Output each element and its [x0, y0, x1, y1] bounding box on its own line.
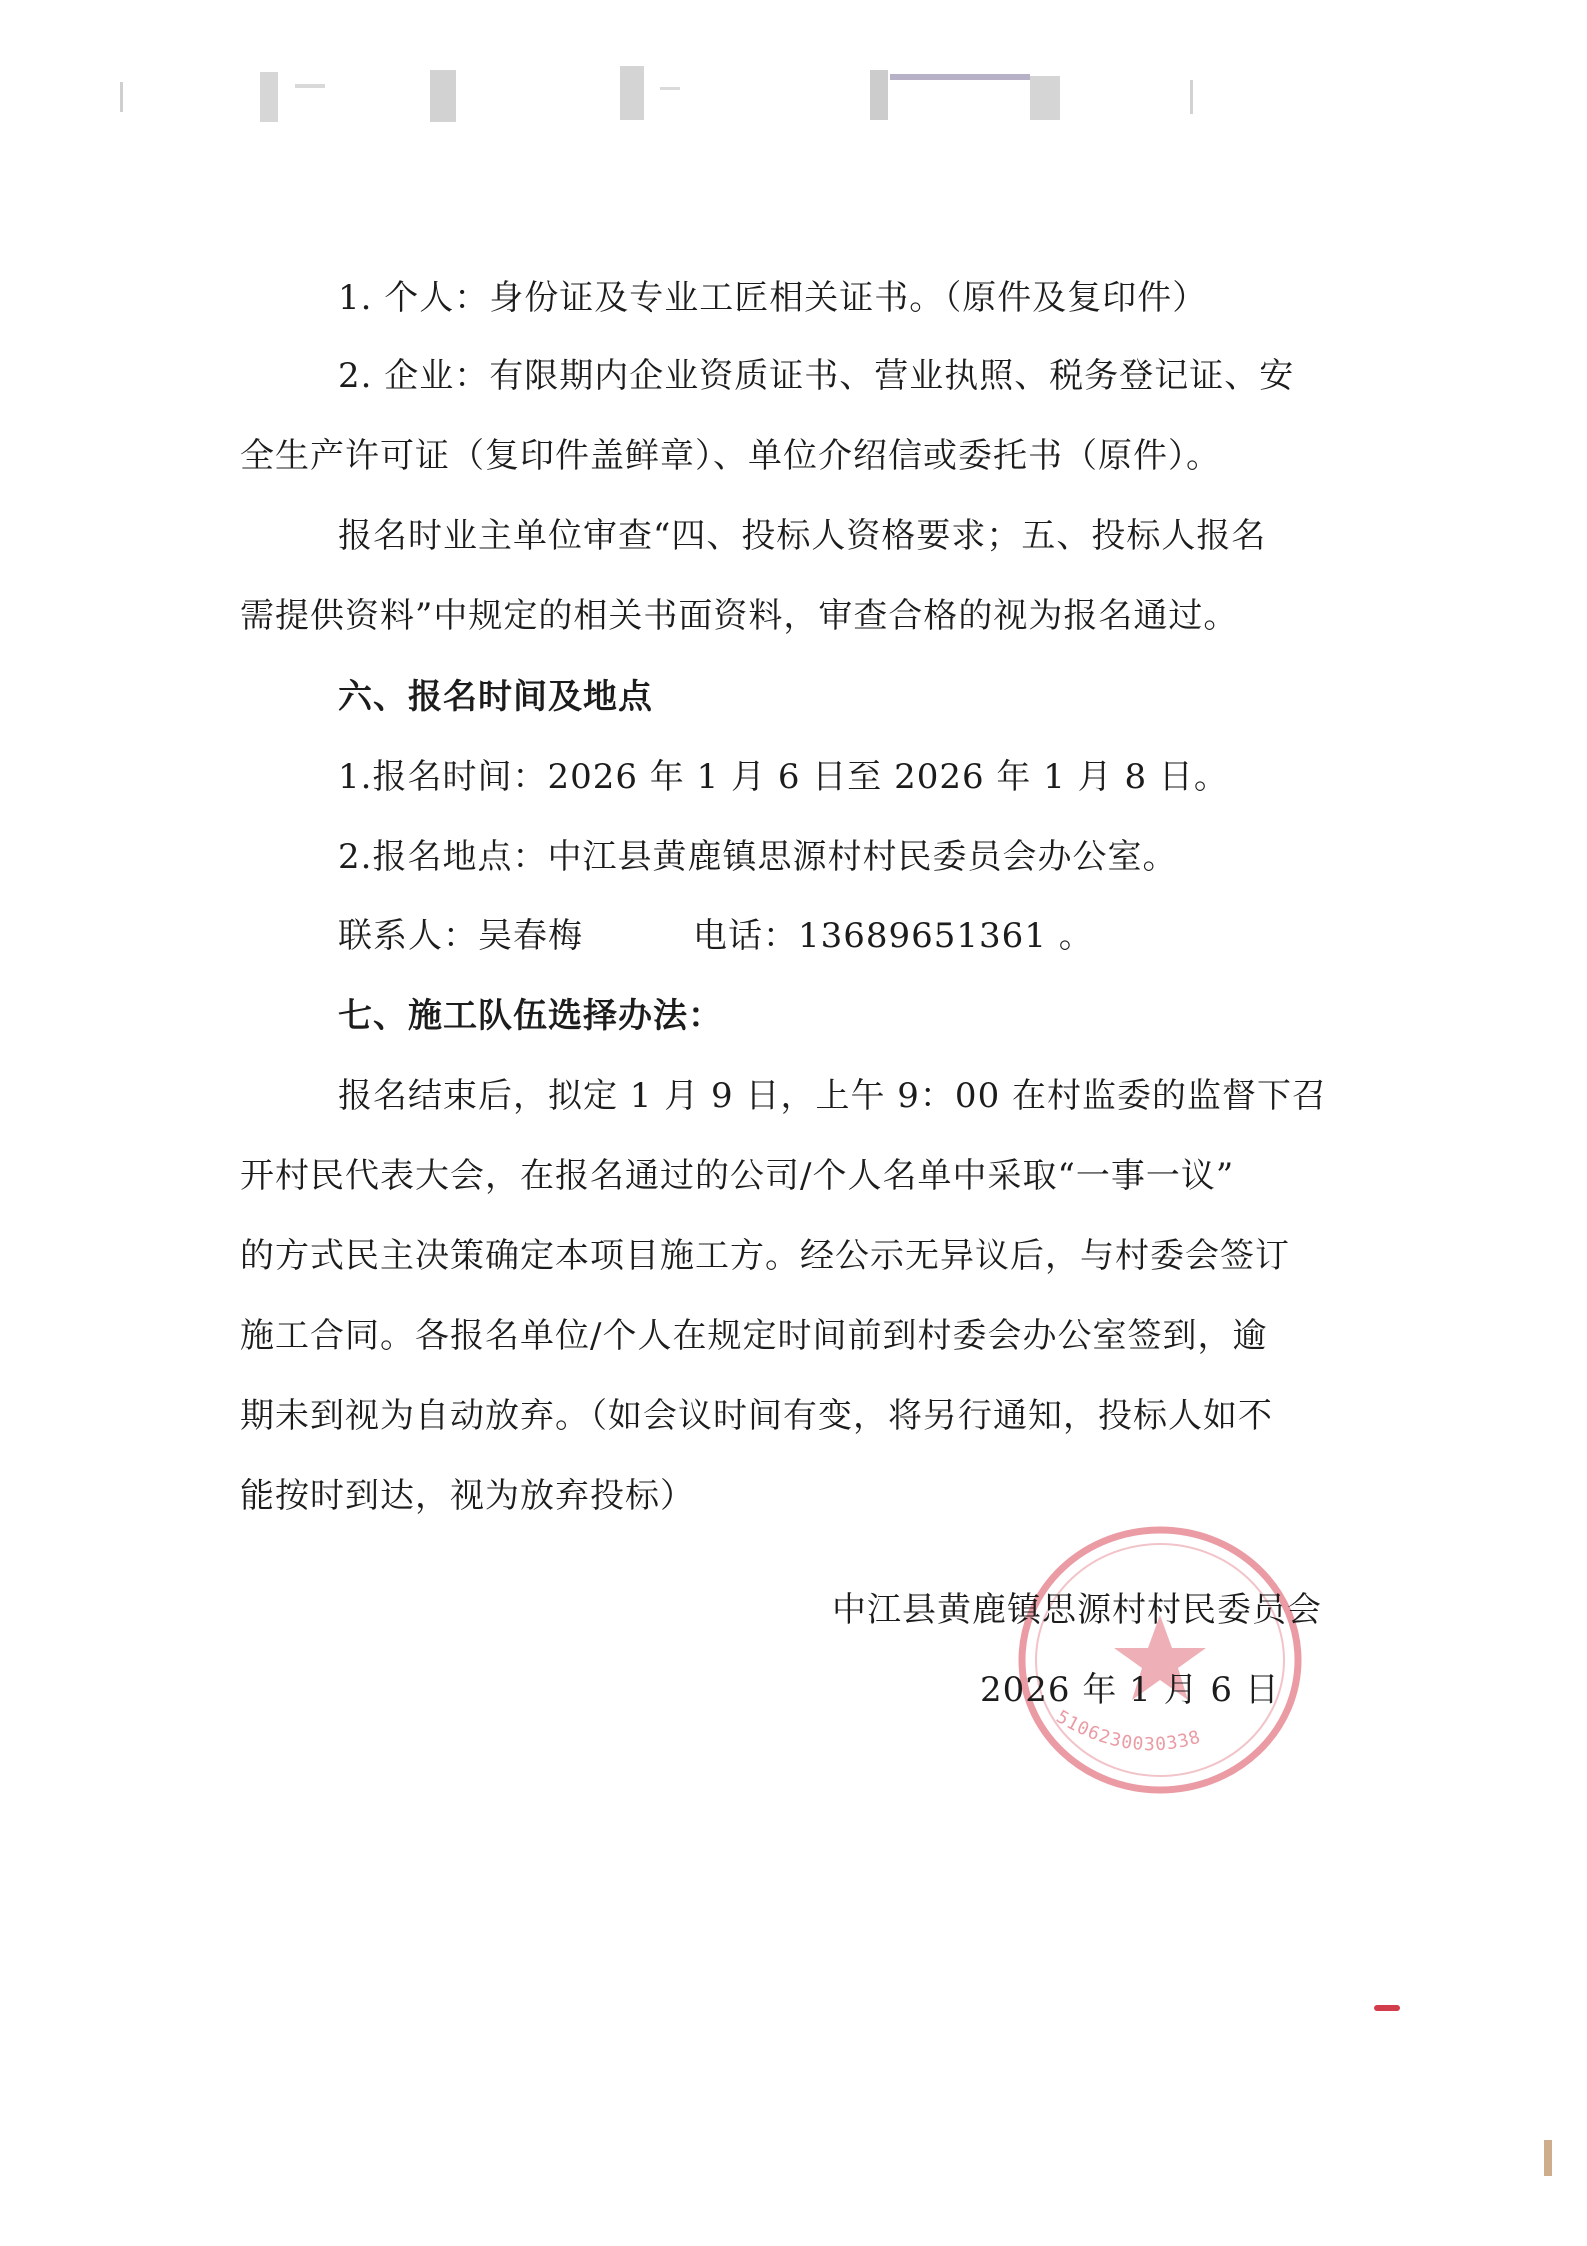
- method-line-6: 能按时到达，视为放弃投标）: [240, 1476, 695, 1516]
- contact-phone: 电话：13689651361 。: [693, 916, 1094, 956]
- method-line-5: 期未到视为自动放弃。（如会议时间有变，将另行通知，投标人如不: [240, 1396, 1273, 1436]
- method-line-1: 报名结束后，拟定 1 月 9 日，上午 9：00 在村监委的监督下召: [338, 1076, 1328, 1116]
- scan-mark: [1374, 2005, 1400, 2011]
- review-line-1: 报名时业主单位审查“四、投标人资格要求；五、投标人报名: [338, 516, 1267, 556]
- item-personal: 1. 个人：身份证及专业工匠相关证书。（原件及复印件）: [338, 278, 1208, 318]
- method-line-4: 施工合同。各报名单位/个人在规定时间前到村委会办公室签到，逾: [240, 1316, 1268, 1356]
- signoff-date: 2026 年 1 月 6 日: [980, 1670, 1280, 1710]
- scan-edge-mark: [1544, 2140, 1552, 2176]
- section-6-heading: 六、报名时间及地点: [338, 677, 653, 717]
- seal-serial: 5106230030338: [1052, 1706, 1204, 1756]
- contact-person: 联系人：吴春梅: [338, 916, 583, 956]
- item-company-line-1: 2. 企业：有限期内企业资质证书、营业执照、税务登记证、安: [338, 356, 1295, 396]
- svg-text:5106230030338: [1052, 1706, 1203, 1755]
- contact-line: [338, 916, 1094, 956]
- item-company-line-2: 全生产许可证（复印件盖鲜章）、单位介绍信或委托书（原件）。: [240, 436, 1221, 476]
- section-7-heading: 七、施工队伍选择办法：: [338, 996, 723, 1036]
- review-line-2: 需提供资料”中规定的相关书面资料，审查合格的视为报名通过。: [240, 596, 1239, 636]
- method-line-2: 开村民代表大会，在报名通过的公司/个人名单中采取“一事一议”: [240, 1156, 1235, 1196]
- registration-place: 2.报名地点：中江县黄鹿镇思源村村民委员会办公室。: [338, 837, 1178, 877]
- signoff-organization: 中江县黄鹿镇思源村村民委员会: [832, 1590, 1322, 1630]
- official-seal-stamp: [1010, 1520, 1310, 1800]
- method-line-3: 的方式民主决策确定本项目施工方。经公示无异议后，与村委会签订: [240, 1236, 1290, 1276]
- scan-artifact-top: [100, 62, 1220, 132]
- registration-time: 1.报名时间：2026 年 1 月 6 日至 2026 年 1 月 8 日。: [338, 757, 1229, 797]
